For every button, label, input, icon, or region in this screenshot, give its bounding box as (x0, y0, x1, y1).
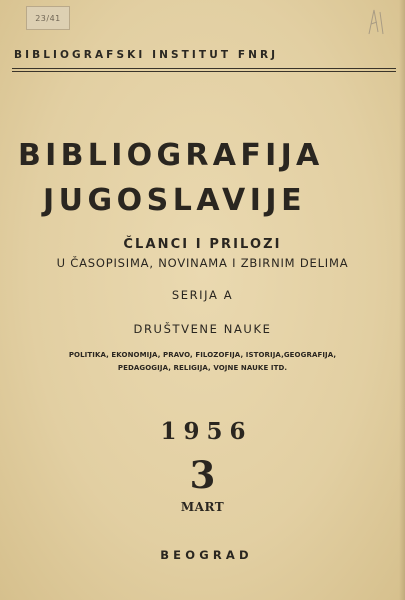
subtitle-line-2: U ČASOPISIMA, NOVINAMA I ZBIRNIM DELIMA (56, 256, 349, 270)
topics-line-2: PEDAGOGIJA, RELIGIJA, VOJNE NAUKE ITD. (117, 364, 288, 372)
header-rule-bottom (12, 71, 396, 72)
publication-year: 1956 (160, 418, 253, 445)
page-edge-shadow (399, 0, 405, 600)
publication-city: BEOGRAD (160, 548, 253, 562)
stamp-number: 23/41 (35, 13, 61, 23)
series-label: SERIJA A (171, 288, 234, 302)
library-stamp (26, 6, 70, 30)
issue-month: MART (180, 500, 225, 514)
subtitle-line-1: ČLANCI I PRILOZI (123, 237, 282, 252)
title-line-2: JUGOSLAVIJE (43, 183, 307, 218)
issue-number: 3 (189, 453, 216, 497)
header-rule-top (12, 68, 396, 69)
section-label: DRUŠTVENE NAUKE (133, 322, 272, 336)
publisher-name: BIBLIOGRAFSKI INSTITUT FNRJ (14, 49, 279, 61)
title-line-1: BIBLIOGRAFIJA (18, 138, 324, 173)
topics-line-1: POLITIKA, EKONOMIJA, PRAVO, FILOZOFIJA, ISTORIJA,GEOGRAFIJA, (68, 351, 337, 359)
handwritten-mark (363, 4, 389, 40)
